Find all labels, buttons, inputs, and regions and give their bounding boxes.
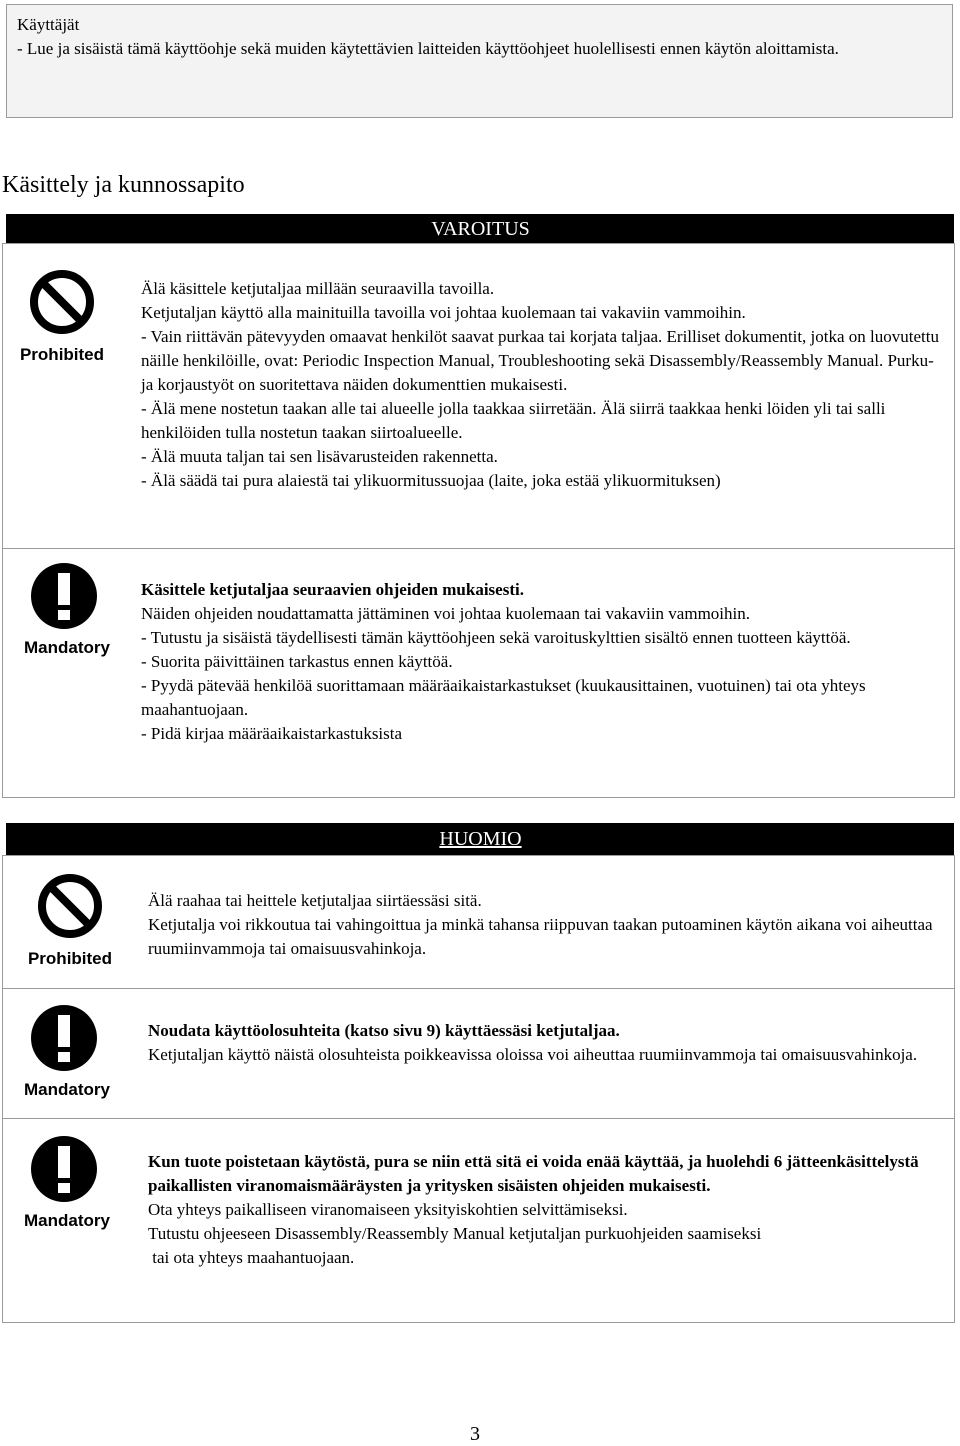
mandatory-label: Mandatory <box>24 1211 110 1230</box>
mandatory-icon <box>24 1136 114 1232</box>
notice-header-label: HUOMIO <box>439 828 522 850</box>
w2-line-5: - Pidä kirjaa määräaikaistarkastuksista <box>141 724 403 743</box>
c3-line-1: Ota yhteys paikalliseen viranomaiseen yksityiskohtien selvittämiseksi. <box>148 1200 628 1219</box>
users-note-box <box>6 4 953 118</box>
c3-line-2: Tutustu ohjeeseen Disassembly/Reassembly Manual ketjutaljan purkuohjeiden saamiseksi <box>148 1224 762 1243</box>
notice-block-1 <box>148 889 943 961</box>
w2-line-3: - Suorita päivittäinen tarkastus ennen käyttöä. <box>141 652 453 671</box>
c1-line-0: Älä raahaa tai heittele ketjutaljaa siirtäessäsi sitä. <box>148 891 482 910</box>
page-number: 3 <box>470 1423 480 1445</box>
warning-block-1 <box>141 277 941 493</box>
mandatory-icon <box>24 1005 114 1101</box>
section-title: Käsittely ja kunnossapito <box>2 172 245 198</box>
c3-line-3: tai ota yhteys maahantuojaan. <box>148 1248 355 1267</box>
w1-line-3: - Älä mene nostetun taakan alle tai alueelle jolla taakkaa siirretään. Älä siirrä taakkaa henki löiden yli tai salli henkilöiden tulla nostetun taakan siirtoalueelle. <box>141 399 886 442</box>
notice-block-3 <box>148 1150 943 1270</box>
c1-line-1: Ketjutalja voi rikkoutua tai vahingoittua ja minkä tahansa riippuvan taakan putoaminen käytön aikana voi aiheuttaa ruumiinvammoja tai omaisuusvahinkoja. <box>148 915 933 958</box>
w1-line-1: Ketjutaljan käyttö alla mainituilla tavoilla voi johtaa kuolemaan tai vakaviin vammoihin. <box>141 303 746 322</box>
w2-line-2: - Tutustu ja sisäistä täydellisesti tämän käyttöohjeen sekä varoituskylttien sisältö ennen tuotteen käyttöä. <box>141 628 851 647</box>
mandatory-label: Mandatory <box>24 1080 110 1099</box>
users-text: - Lue ja sisäistä tämä käyttöohje sekä muiden käytettävien laitteiden käyttöohjeet huolellisesti ennen käytön aloittamista. <box>17 39 839 58</box>
users-title: Käyttäjät <box>17 15 80 34</box>
w2-line-4: - Pyydä pätevää henkilöä suorittamaan määräaikaistarkastukset (kuukausittainen, vuotuinen) tai ota yhteys maahantuojaan. <box>141 676 866 719</box>
mandatory-icon <box>24 563 114 659</box>
notice-block-2 <box>148 1019 943 1067</box>
w1-line-5: - Älä säädä tai pura alaiestä tai ylikuormitussuojaa (laite, joka estää ylikuormituksen) <box>141 471 721 490</box>
w2-line-0: Käsittele ketjutaljaa seuraavien ohjeiden mukaisesti. <box>141 580 524 599</box>
w2-line-1: Näiden ohjeiden noudattamatta jättäminen voi johtaa kuolemaan tai vakaviin vammoihin. <box>141 604 750 623</box>
warning-block-2 <box>141 578 941 746</box>
c2-line-0: Noudata käyttöolosuhteita (katso sivu 9) käyttäessäsi ketjutaljaa. <box>148 1021 620 1040</box>
prohibited-icon <box>16 268 108 366</box>
w1-line-2: - Vain riittävän pätevyyden omaavat henkilöt saavat purkaa tai korjata taljaa. Erilliset dokumentit, jotka on luovutettu näille henkilöille, ovat: Periodic Inspection Manual, Troubleshooting sekä Disassembly/Reassembly Manual. Purku- ja korjaustyöt on suoritettava näiden dokumenttien mukaisesti. <box>141 327 939 394</box>
prohibited-label: Prohibited <box>19 345 105 364</box>
c3-line-0: Kun tuote poistetaan käytöstä, pura se niin että sitä ei voida enää käyttää, ja huolehdi 6 jätteenkäsittelystä paikallisten viranomaismääräysten ja yritysken sisäisten ohjeiden mukaisesti. <box>148 1152 919 1195</box>
prohibited-label: Prohibited <box>27 949 113 968</box>
w1-line-0: Älä käsittele ketjutaljaa millään seuraavilla tavoilla. <box>141 279 495 298</box>
c2-line-1: Ketjutaljan käyttö näistä olosuhteista poikkeavissa oloissa voi aiheuttaa ruumiinvammoja tai omaisuusvahinkoja. <box>148 1045 918 1064</box>
prohibited-icon <box>24 872 116 970</box>
notice-header <box>6 823 954 856</box>
warning-header: VAROITUS <box>6 214 954 244</box>
mandatory-label: Mandatory <box>24 638 110 657</box>
w1-line-4: - Älä muuta taljan tai sen lisävarusteiden rakennetta. <box>141 447 498 466</box>
